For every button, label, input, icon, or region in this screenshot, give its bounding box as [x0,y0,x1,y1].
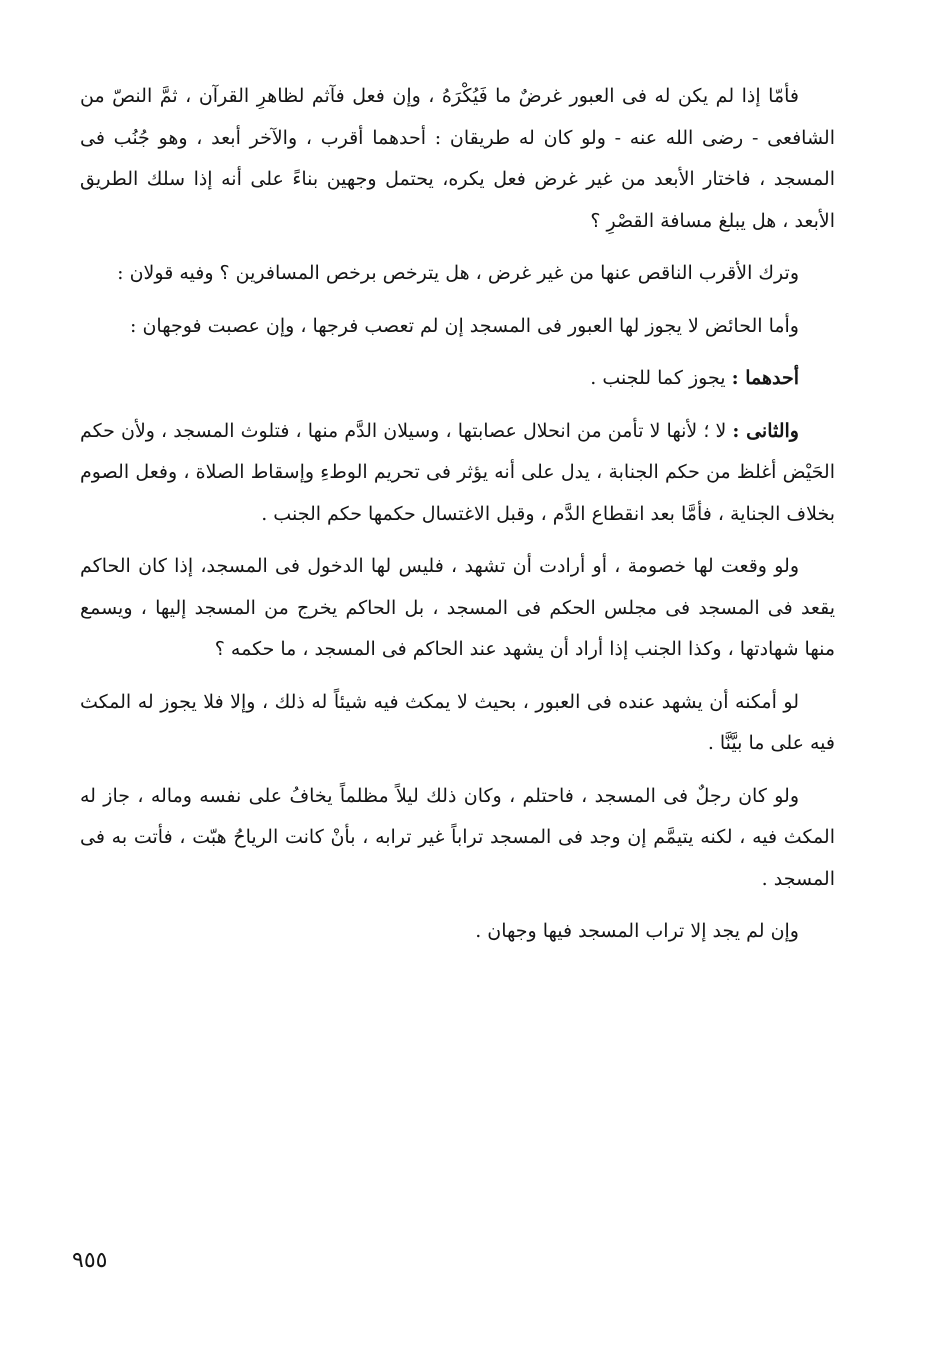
paragraph-4-text: يجوز كما للجنب . [590,367,726,389]
paragraph-7: لو أمكنه أن يشهد عنده فى العبور ، بحيث لا يمكث فيه شيئاً له ذلك ، وإلا فلا يجوز له المكث فيه على ما بيَّنَّا . [80,690,835,754]
body-text [80,76,835,964]
paragraph-4 [80,358,835,400]
paragraph-6: ولو وقعت لها خصومة ، أو أرادت أن تشهد ، فليس لها الدخول فى المسجد، إذا كان الحاكم يقعد فى المسجد فى مجلس الحكم فى المسجد ، بل الحاكم يخرج من المسجد إليها ، ويسمع منها شهادتها ، وكذا الجنب إذا أراد أن يشهد عند الحاكم فى المسجد ، ما حكمه ؟ [80,555,835,660]
page-number: ٩٥٥ [72,1248,108,1273]
paragraph-5-text: لا ؛ لأنها لا تأمن من انحلال عصابتها ، وسيلان الدَّم منها ، فتلوث المسجد ، ولأن حكم الحَيْض أغلظ من حكم الجنابة ، يدل على أنه يؤثر فى تحريم الوطءِ وإسقاط الصلاة ، وفعل الصوم بخلاف الجناية ، فأمَّا بعد انقطاع الدَّم ، وقبل الاغتسال حكمها حكم الجنب . [80,419,835,525]
paragraph-1: فأمّا إذا لم يكن له فى العبور غرضٌ ما فَيُكْرَهُ ، وإن فعل فآثم لظاهرِ القرآن ، ثمَّ النصّ من الشافعى - رضى الله عنه - ولو كان له طريقان : أحدهما أقرب ، والآخر أبعد ، وهو جُنُب فى المسجد ، فاختار الأبعد من غير غرض فعل يكره، يحتمل وجهين بناءً على أنه إذا سلك الطريق الأبعد ، هل يبلغ مسافة القصْرِ ؟ [80,85,835,232]
paragraph-2: وترك الأقرب الناقص عنها من غير غرض ، هل يترخص برخص المسافرين ؟ وفيه قولان : [117,262,799,284]
paragraph-8: ولو كان رجلٌ فى المسجد ، فاحتلم ، وكان ذلك ليلاً مظلماً يخافُ على نفسه وماله ، جاز له المكث فيه ، لكنه يتيمَّم إن وجد فى المسجد تراباً غير ترابه ، بأنْ كانت الرياحُ هبّت ، فأتت به فى المسجد . [80,784,835,890]
paragraph-9: وإن لم يجد إلا تراب المسجد فيها وجهان . [475,920,799,942]
lead-word-first: أحدهما : [731,367,799,389]
lead-word-second: والثانى : [732,419,799,442]
paragraph-5 [80,411,835,536]
paragraph-3: وأما الحائض لا يجوز لها العبور فى المسجد إن لم تعصب فرجها ، وإن عصبت فوجهان : [130,314,799,337]
